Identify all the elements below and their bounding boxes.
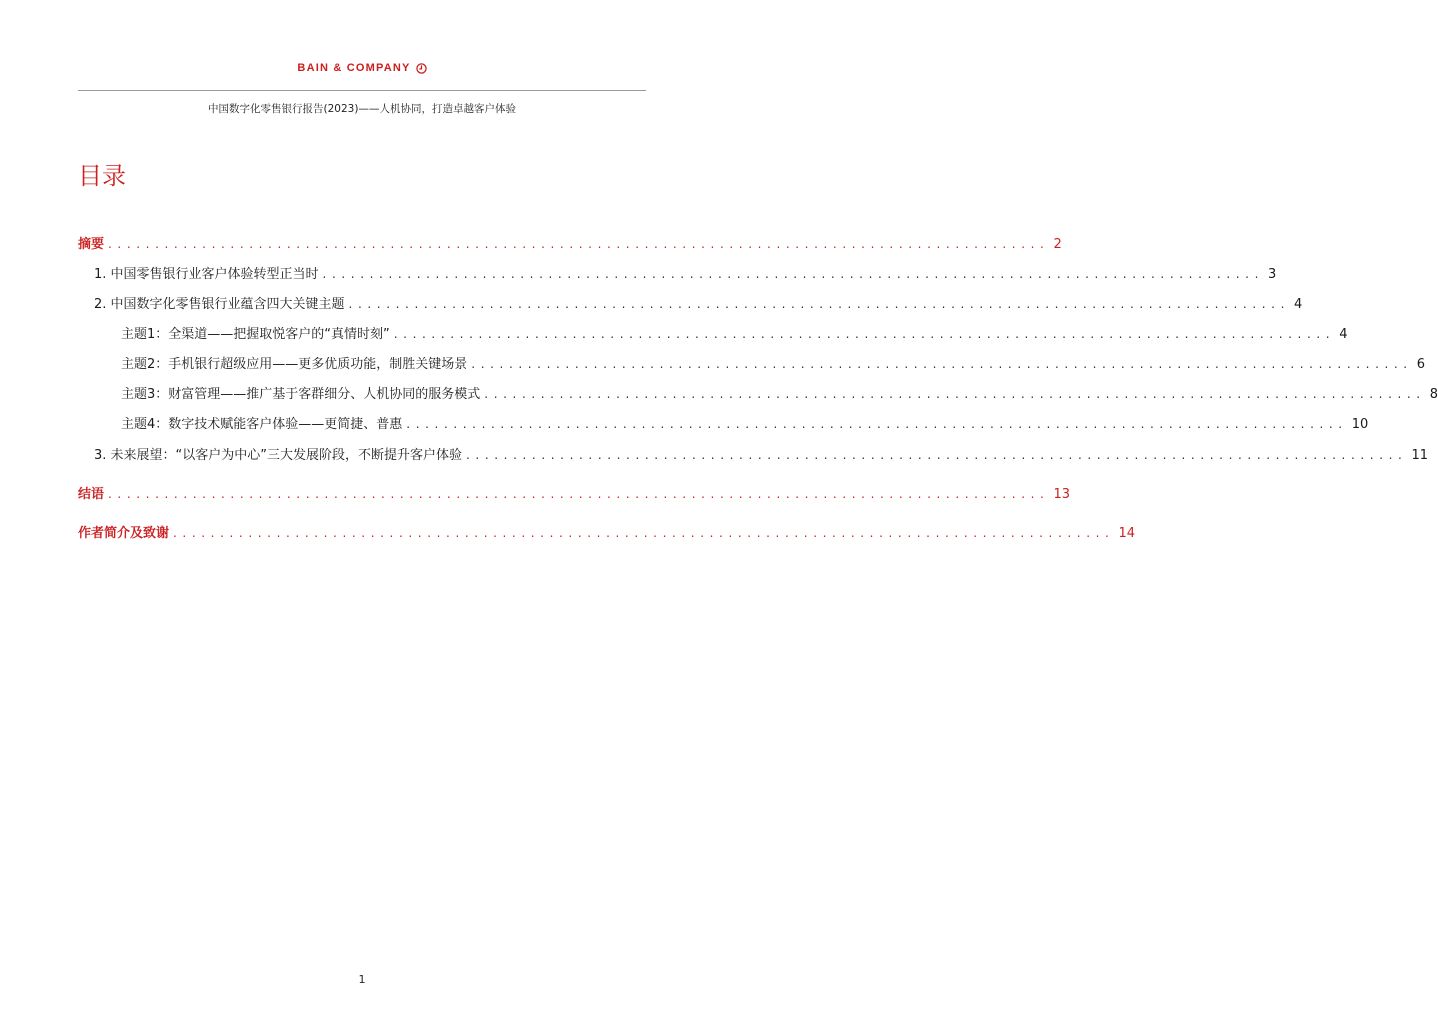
brand-name: BAIN & COMPANY bbox=[297, 62, 411, 74]
toc-entry-label: 结语 bbox=[78, 487, 105, 502]
toc-entry-theme-4[interactable] bbox=[121, 413, 1369, 433]
toc-leader: .................................................................................................... bbox=[471, 357, 1413, 371]
toc-entry-page: 10 bbox=[1351, 417, 1369, 432]
toc-entry-label: 主题4：数字技术赋能客户体验——更简捷、普惠 bbox=[121, 417, 403, 432]
toc-leader: .................................................................................................... bbox=[406, 417, 1348, 431]
toc-entry-page: 6 bbox=[1416, 357, 1426, 372]
toc-entry-section-2[interactable] bbox=[94, 293, 1303, 313]
toc-leader: .................................................................................................... bbox=[348, 297, 1290, 311]
toc-entry-label: 主题1：全渠道——把握取悦客户的“真情时刻” bbox=[121, 327, 390, 342]
toc-entry-page: 14 bbox=[1118, 526, 1136, 541]
toc-leader: .................................................................................................... bbox=[173, 526, 1115, 540]
toc-leader: .................................................................................................... bbox=[484, 387, 1426, 401]
page-number: 1 bbox=[358, 973, 366, 986]
bain-circle-icon bbox=[416, 63, 427, 74]
header-divider bbox=[78, 90, 646, 91]
toc-entry-page: 2 bbox=[1053, 237, 1062, 252]
toc-entry-label: 摘要 bbox=[78, 237, 105, 252]
toc-leader: .................................................................................................... bbox=[108, 487, 1050, 501]
toc-entry-summary[interactable] bbox=[78, 233, 1062, 253]
toc-entry-label: 1. 中国零售银行业客户体验转型正当时 bbox=[94, 267, 319, 282]
toc-entry-label: 主题2：手机银行超级应用——更多优质功能，制胜关键场景 bbox=[121, 357, 468, 372]
report-title: 中国数字化零售银行报告(2023)——人机协同，打造卓越客户体验 bbox=[208, 103, 516, 115]
toc-heading: 目录 bbox=[78, 162, 126, 190]
toc-entry-label: 作者简介及致谢 bbox=[78, 526, 170, 541]
toc-leader: .................................................................................................... bbox=[393, 327, 1336, 341]
toc-entry-section-1[interactable] bbox=[94, 263, 1277, 283]
toc-entry-page: 4 bbox=[1294, 297, 1303, 312]
toc-entry-theme-2[interactable] bbox=[121, 353, 1426, 373]
toc-entry-section-3[interactable] bbox=[94, 444, 1429, 464]
toc-entry-label: 3. 未来展望：“以客户为中心”三大发展阶段，不断提升客户体验 bbox=[94, 448, 463, 463]
toc-entry-authors[interactable] bbox=[78, 522, 1136, 542]
toc-entry-page: 11 bbox=[1411, 448, 1429, 463]
toc-entry-conclusion[interactable] bbox=[78, 483, 1071, 503]
toc-entry-page: 13 bbox=[1053, 487, 1071, 502]
toc-entry-theme-3[interactable] bbox=[121, 383, 1438, 403]
toc-leader: .................................................................................................... bbox=[108, 237, 1050, 251]
toc-leader: .................................................................................................... bbox=[322, 267, 1264, 281]
toc-entry-page: 8 bbox=[1429, 387, 1438, 402]
toc-entry-label: 2. 中国数字化零售银行业蕴含四大关键主题 bbox=[94, 297, 345, 312]
toc-entry-page: 3 bbox=[1268, 267, 1277, 282]
toc-entry-theme-1[interactable] bbox=[121, 323, 1348, 343]
toc-entry-label: 主题3：财富管理——推广基于客群细分、人机协同的服务模式 bbox=[121, 387, 481, 402]
brand-logo bbox=[0, 62, 724, 74]
toc-entry-page: 4 bbox=[1339, 327, 1348, 342]
toc-leader: .................................................................................................... bbox=[466, 448, 1408, 462]
